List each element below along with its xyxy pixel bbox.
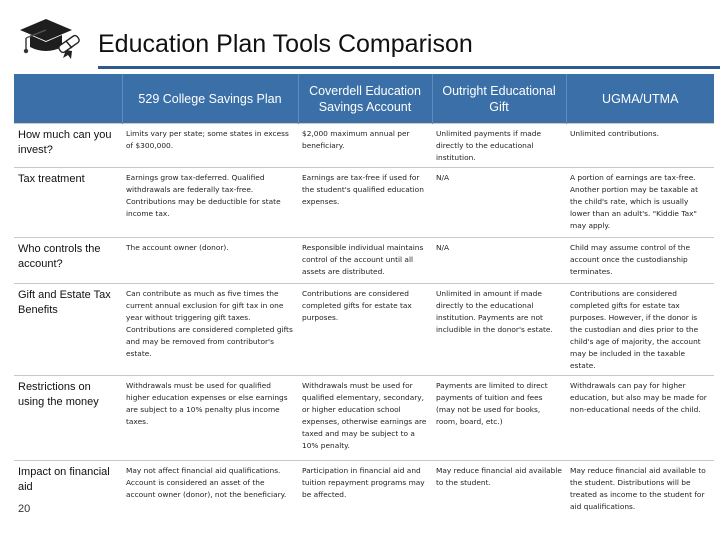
table-cell: Can contribute as much as five times the current annual exclusion for gift tax in one year without triggering gift taxes. Contributions are considered completed gifts and may be removed from contributor's estate. [126, 289, 293, 358]
table-cell: Responsible individual maintains control of the account until all assets are distributed. [302, 243, 424, 276]
page-number: 20 [18, 503, 31, 515]
column-header-outright-gift: Outright Educational Gift [432, 74, 566, 124]
table-cell: Withdrawals can pay for higher education, but also may be made for non-educational needs of the child. [570, 381, 707, 414]
table-row [14, 124, 714, 168]
table-cell: Withdrawals must be used for qualified elementary, secondary, or higher education school expenses, otherwise earnings are taxed and may be subject to a 10% penalty. [302, 381, 427, 450]
comparison-table [14, 74, 714, 522]
table-cell: N/A [436, 243, 450, 252]
row-header: Tax treatment [18, 173, 85, 185]
table-cell: May not affect financial aid qualifications. Account is considered an asset of the account owner (donor), not the beneficiary. [126, 466, 287, 499]
table-cell: Unlimited payments if made directly to the educational institution. [436, 129, 542, 162]
table-cell: The account owner (donor). [126, 243, 229, 252]
row-header: Impact on financial aid [18, 466, 110, 493]
table-cell: Withdrawals must be used for qualified higher education expenses or else earnings are subject to a 10% penalty plus income taxes. [126, 381, 288, 426]
column-header-blank [14, 74, 122, 124]
table-row [14, 461, 714, 523]
row-header: How much can you invest? [18, 129, 112, 156]
table-row [14, 168, 714, 238]
title-underline [98, 66, 720, 69]
row-header: Gift and Estate Tax Benefits [18, 289, 111, 316]
table-cell: May reduce financial aid available to the student. Distributions will be treated as income to the student for aid qualifications. [570, 466, 706, 511]
table-cell: Earnings are tax-free if used for the student's qualified education expenses. [302, 173, 424, 206]
column-header-ugma-utma: UGMA/UTMA [566, 74, 714, 124]
table-header-row [14, 74, 714, 124]
table-row [14, 284, 714, 376]
table-cell: Earnings grow tax-deferred. Qualified withdrawals are federally tax-free. Contributions may be deductible for state income tax. [126, 173, 281, 218]
page-title: Education Plan Tools Comparison [98, 30, 473, 58]
table-cell: Child may assume control of the account once the custodianship terminates. [570, 243, 691, 276]
table-row [14, 238, 714, 284]
table-cell: Payments are limited to direct payments of tuition and fees (may not be used for books, room, board, etc.) [436, 381, 548, 426]
table-cell: Unlimited contributions. [570, 129, 659, 138]
graduation-cap-icon [16, 14, 86, 66]
row-header: Restrictions on using the money [18, 381, 99, 408]
column-header-coverdell: Coverdell Education Savings Account [298, 74, 432, 124]
table-cell: N/A [436, 173, 450, 182]
table-cell: Contributions are considered completed gifts for estate tax purposes. However, if the donor is the custodian and dies prior to the child's age of majority, the account may be included in the taxable estate. [570, 289, 701, 370]
table-cell: May reduce financial aid available to the student. [436, 466, 562, 487]
row-header: Who controls the account? [18, 243, 101, 270]
table-row [14, 376, 714, 461]
table-cell: $2,000 maximum annual per beneficiary. [302, 129, 410, 150]
table-cell: Contributions are considered completed gifts for estate tax purposes. [302, 289, 412, 322]
table-cell: A portion of earnings are tax-free. Another portion may be taxable at the child's rate, which is usually lower than an adult's. "Kiddie Tax" may apply. [570, 173, 698, 230]
table-cell: Unlimited in amount if made directly to the educational institution. Payments are not includible in the donor's estate. [436, 289, 553, 334]
table-cell: Participation in financial aid and tuition repayment programs may be affected. [302, 466, 425, 499]
column-header-529-plan: 529 College Savings Plan [122, 74, 298, 124]
table-cell: Limits vary per state; some states in excess of $300,000. [126, 129, 289, 150]
